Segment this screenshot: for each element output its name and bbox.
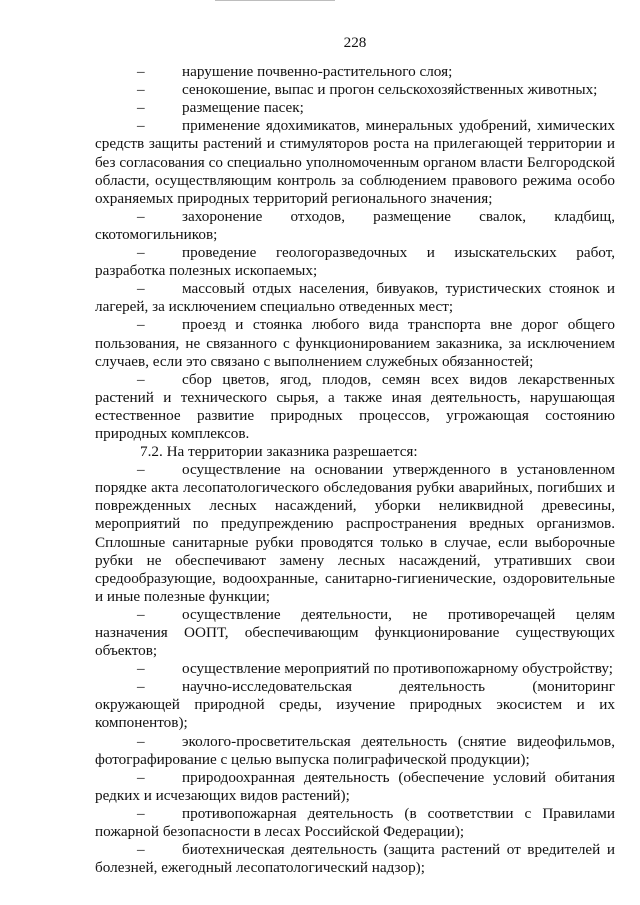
scan-top-edge-line	[215, 0, 335, 1]
paragraph-3: – размещение пасек;	[95, 99, 615, 117]
paragraph-4: – применение ядохимикатов, минеральных удобрений, химических средств защиты растений и стимуляторов роста на прилегающей территории и без согласования со специально уполномоченным органом власти Белгородской области, осуществляющим контроль за соблюдением правового режима особо охраняемых природных территорий регионального значения;	[95, 117, 615, 207]
page-number: 228	[343, 34, 367, 51]
document-page	[95, 34, 615, 877]
paragraph-2: – сенокошение, выпас и прогон сельскохозяйственных животных;	[95, 81, 615, 99]
paragraph-15: – эколого-просветительская деятельность (снятие видеофильмов, фотографирование с целью выпуска полиграфической продукции);	[95, 733, 615, 769]
paragraph-6: – проведение геологоразведочных и изыскательских работ, разработка полезных ископаемых;	[95, 244, 615, 280]
paragraph-7: – массовый отдых населения, бивуаков, туристических стоянок и лагерей, за исключением специально отведенных мест;	[95, 280, 615, 316]
paragraph-1: – нарушение почвенно-растительного слоя;	[95, 63, 615, 81]
paragraph-9: – сбор цветов, ягод, плодов, семян всех видов лекарственных растений и технического сырья, а также иная деятельность, нарушающая естественное развитие природных процессов, угрожающая состоянию природных комплексов.	[95, 371, 615, 443]
paragraph-13: – осуществление мероприятий по противопожарному обустройству;	[95, 660, 615, 678]
paragraph-5: – захоронение отходов, размещение свалок, кладбищ, скотомогильников;	[95, 208, 615, 244]
paragraph-17: – противопожарная деятельность (в соответствии с Правилами пожарной безопасности в лесах Российской Федерации);	[95, 805, 615, 841]
paragraph-12: – осуществление деятельности, не противоречащей целям назначения ООПТ, обеспечивающим функционирование существующих объектов;	[95, 606, 615, 660]
document-body	[95, 63, 615, 877]
paragraph-8: – проезд и стоянка любого вида транспорта вне дорог общего пользования, не связанного с функционированием заказника, за исключением случаев, если это связано с выполнением служебных обязанностей;	[95, 316, 615, 370]
paragraph-14: – научно-исследовательская деятельность (мониторинг окружающей природной среды, изучение природных экосистем и их компонентов);	[95, 678, 615, 732]
paragraph-18: – биотехническая деятельность (защита растений от вредителей и болезней, ежегодный лесопатологический надзор);	[95, 841, 615, 877]
paragraph-11: – осуществление на основании утвержденного в установленном порядке акта лесопатологического обследования рубки аварийных, погибших и поврежденных лесных насаждений, уборки неликвидной древесины, мероприятий по предупреждению распространения вредных организмов. Сплошные санитарные рубки проводятся только в случае, если выборочные рубки не обеспечивают замену лесных насаждений, утративших свои средообразующие, водоохранные, санитарно-гигиенические, оздоровительные и иные полезные функции;	[95, 461, 615, 606]
section-heading-7-2: 7.2. На территории заказника разрешается:	[140, 443, 418, 461]
paragraph-16: – природоохранная деятельность (обеспечение условий обитания редких и исчезающих видов растений);	[95, 769, 615, 805]
